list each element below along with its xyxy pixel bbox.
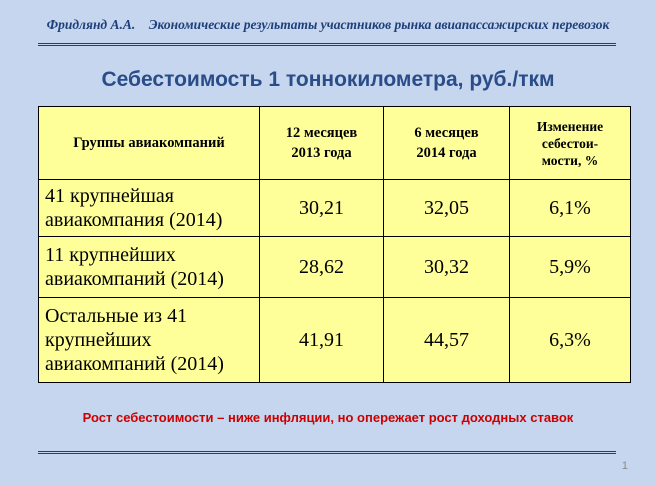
- cost-table: [38, 106, 631, 383]
- table-row: [39, 180, 631, 237]
- slide-title: Себестоимость 1 тоннокилометра, руб./ткм: [101, 68, 555, 91]
- row-value-2014: 30,32: [384, 237, 510, 298]
- row-group-name: 11 крупнейших авиакомпаний (2014): [39, 237, 260, 298]
- table-row: [39, 237, 631, 298]
- header-change-percent: Изменение себестои- мости, %: [510, 107, 631, 180]
- table-row: [39, 298, 631, 383]
- header-groups: Группы авиакомпаний: [39, 107, 260, 180]
- row-value-2013: 30,21: [260, 180, 384, 237]
- row-value-2013: 28,62: [260, 237, 384, 298]
- header-12-months-2013: 12 месяцев 2013 года: [260, 107, 384, 180]
- row-value-2014: 32,05: [384, 180, 510, 237]
- footer-divider: [38, 451, 616, 454]
- row-group-name: Остальные из 41 крупнейших авиакомпаний (2014): [39, 298, 260, 383]
- header-author: Фридлянд А.А.: [46, 17, 136, 32]
- row-change: 6,3%: [510, 298, 631, 383]
- footnote: Рост себестоимости – ниже инфляции, но опережает рост доходных ставок: [82, 410, 574, 425]
- header-divider: [38, 43, 616, 46]
- header-6-months-2014: 6 месяцев 2014 года: [384, 107, 510, 180]
- row-change: 6,1%: [510, 180, 631, 237]
- table-header-row: [39, 107, 631, 180]
- slide-header: [0, 17, 656, 33]
- header-subtitle: Экономические результаты участников рынка авиапассажирских перевозок: [148, 17, 610, 32]
- page-number: 1: [621, 460, 628, 472]
- row-value-2013: 41,91: [260, 298, 384, 383]
- row-group-name: 41 крупнейшая авиакомпания (2014): [39, 180, 260, 237]
- row-value-2014: 44,57: [384, 298, 510, 383]
- row-change: 5,9%: [510, 237, 631, 298]
